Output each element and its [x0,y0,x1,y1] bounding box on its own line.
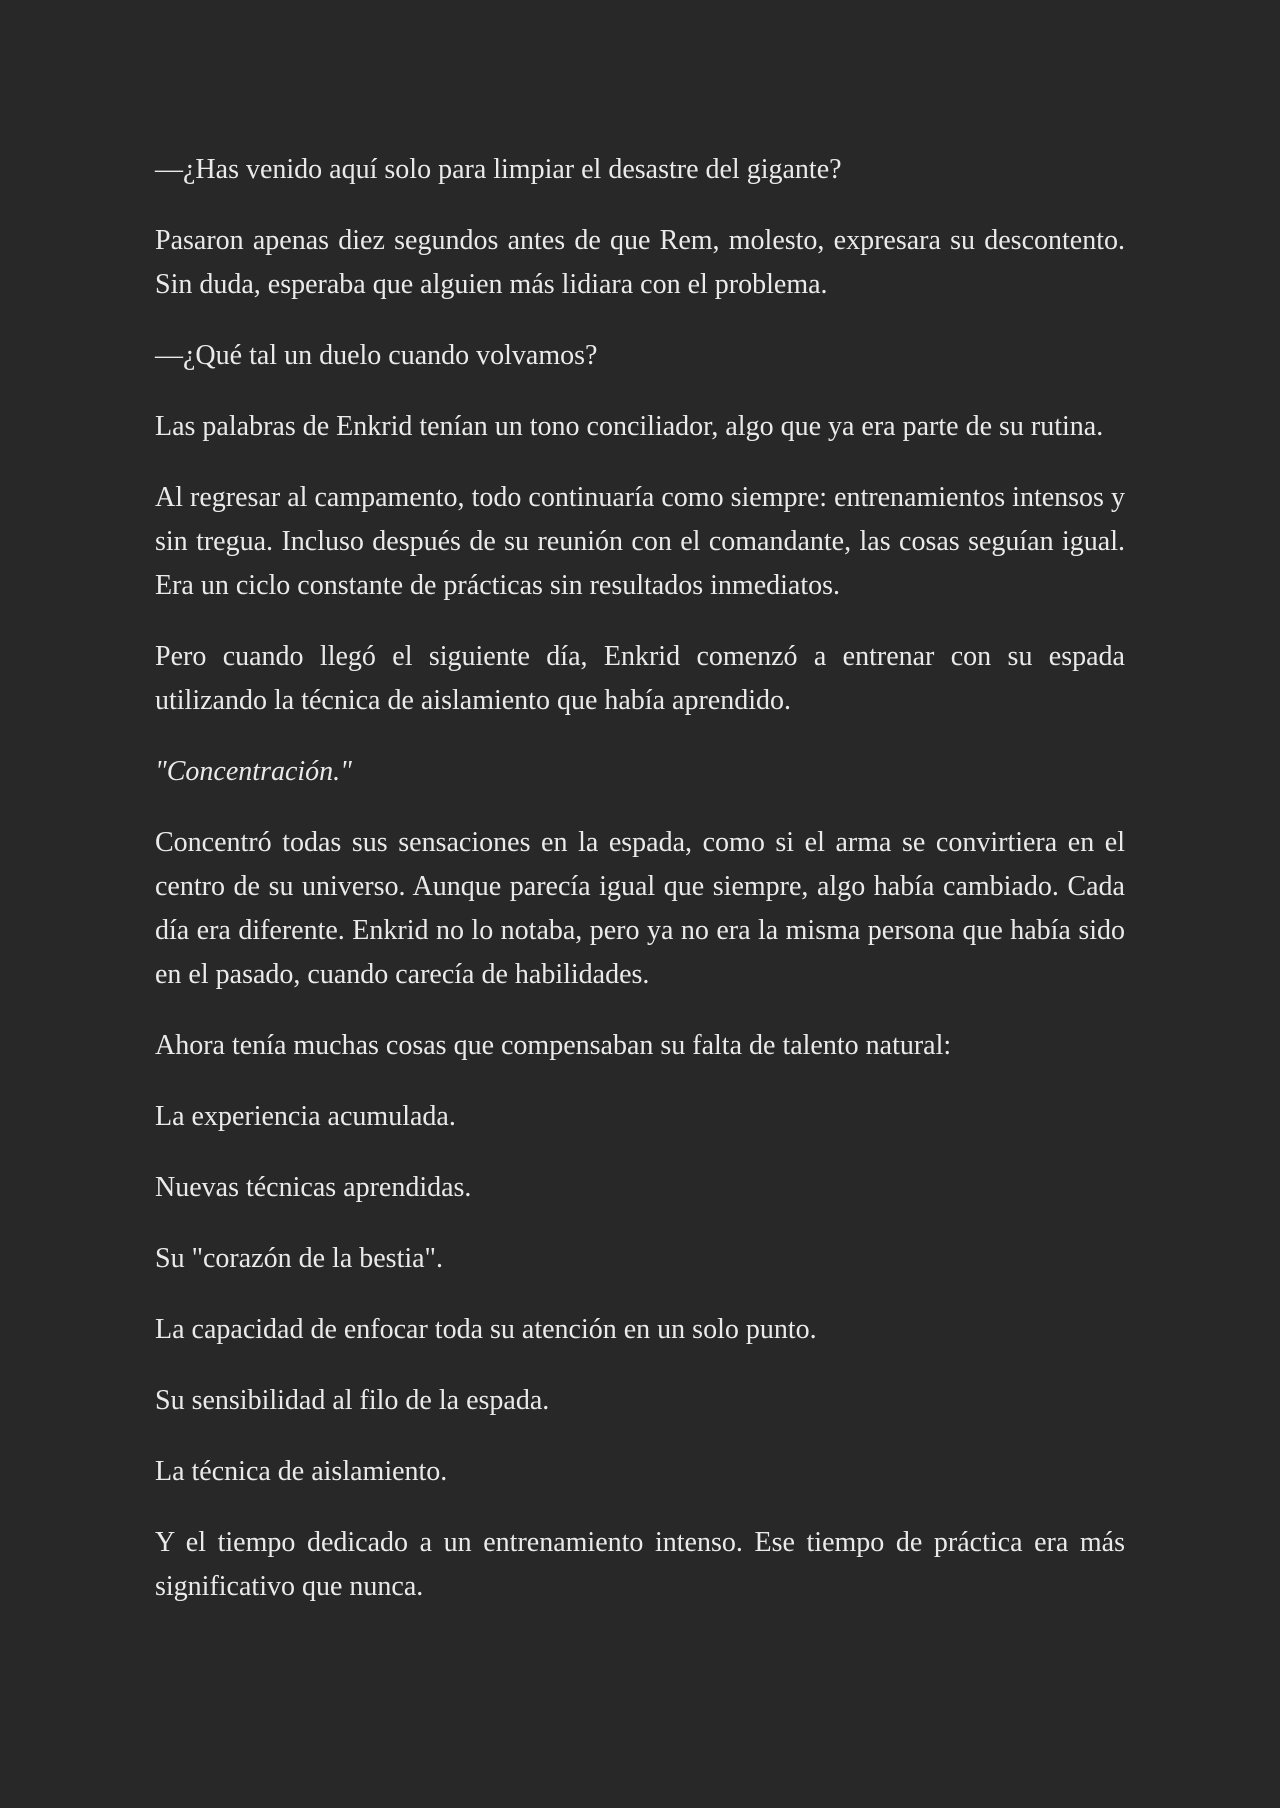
paragraph: Las palabras de Enkrid tenían un tono conciliador, algo que ya era parte de su rutina. [155,411,1104,442]
paragraph: La capacidad de enfocar toda su atención en un solo punto. [155,1314,817,1345]
paragraph: Pasaron apenas diez segundos antes de que Rem, molesto, expresara su descontento. Sin duda, esperaba que alguien más lidiara con el problema. [155,225,1125,300]
paragraph: —¿Qué tal un duelo cuando volvamos? [155,340,598,371]
paragraph: Al regresar al campamento, todo continuaría como siempre: entrenamientos intensos y sin tregua. Incluso después de su reunión con el comandante, las cosas seguían igual. Era un ciclo constante de prácticas sin resultados inmediatos. [155,482,1125,601]
paragraph: Su "corazón de la bestia". [155,1243,443,1274]
paragraph: La experiencia acumulada. [155,1101,456,1132]
paragraph: Nuevas técnicas aprendidas. [155,1172,472,1203]
paragraph: Su sensibilidad al filo de la espada. [155,1385,550,1416]
paragraph: Ahora tenía muchas cosas que compensaban su falta de talento natural: [155,1030,952,1061]
paragraph: Y el tiempo dedicado a un entrenamiento intenso. Ese tiempo de práctica era más significativo que nunca. [155,1527,1125,1602]
paragraph: La técnica de aislamiento. [155,1456,448,1487]
chapter-text [155,0,1125,1609]
paragraph: "Concentración." [155,756,352,787]
paragraph: Concentró todas sus sensaciones en la espada, como si el arma se convirtiera en el centro de su universo. Aunque parecía igual que siempre, algo había cambiado. Cada día era diferente. Enkrid no lo notaba, pero ya no era la misma persona que había sido en el pasado, cuando carecía de habilidades. [155,827,1125,990]
paragraph: Pero cuando llegó el siguiente día, Enkrid comenzó a entrenar con su espada utilizando la técnica de aislamiento que había aprendido. [155,641,1125,716]
paragraph: —¿Has venido aquí solo para limpiar el desastre del gigante? [155,154,842,185]
